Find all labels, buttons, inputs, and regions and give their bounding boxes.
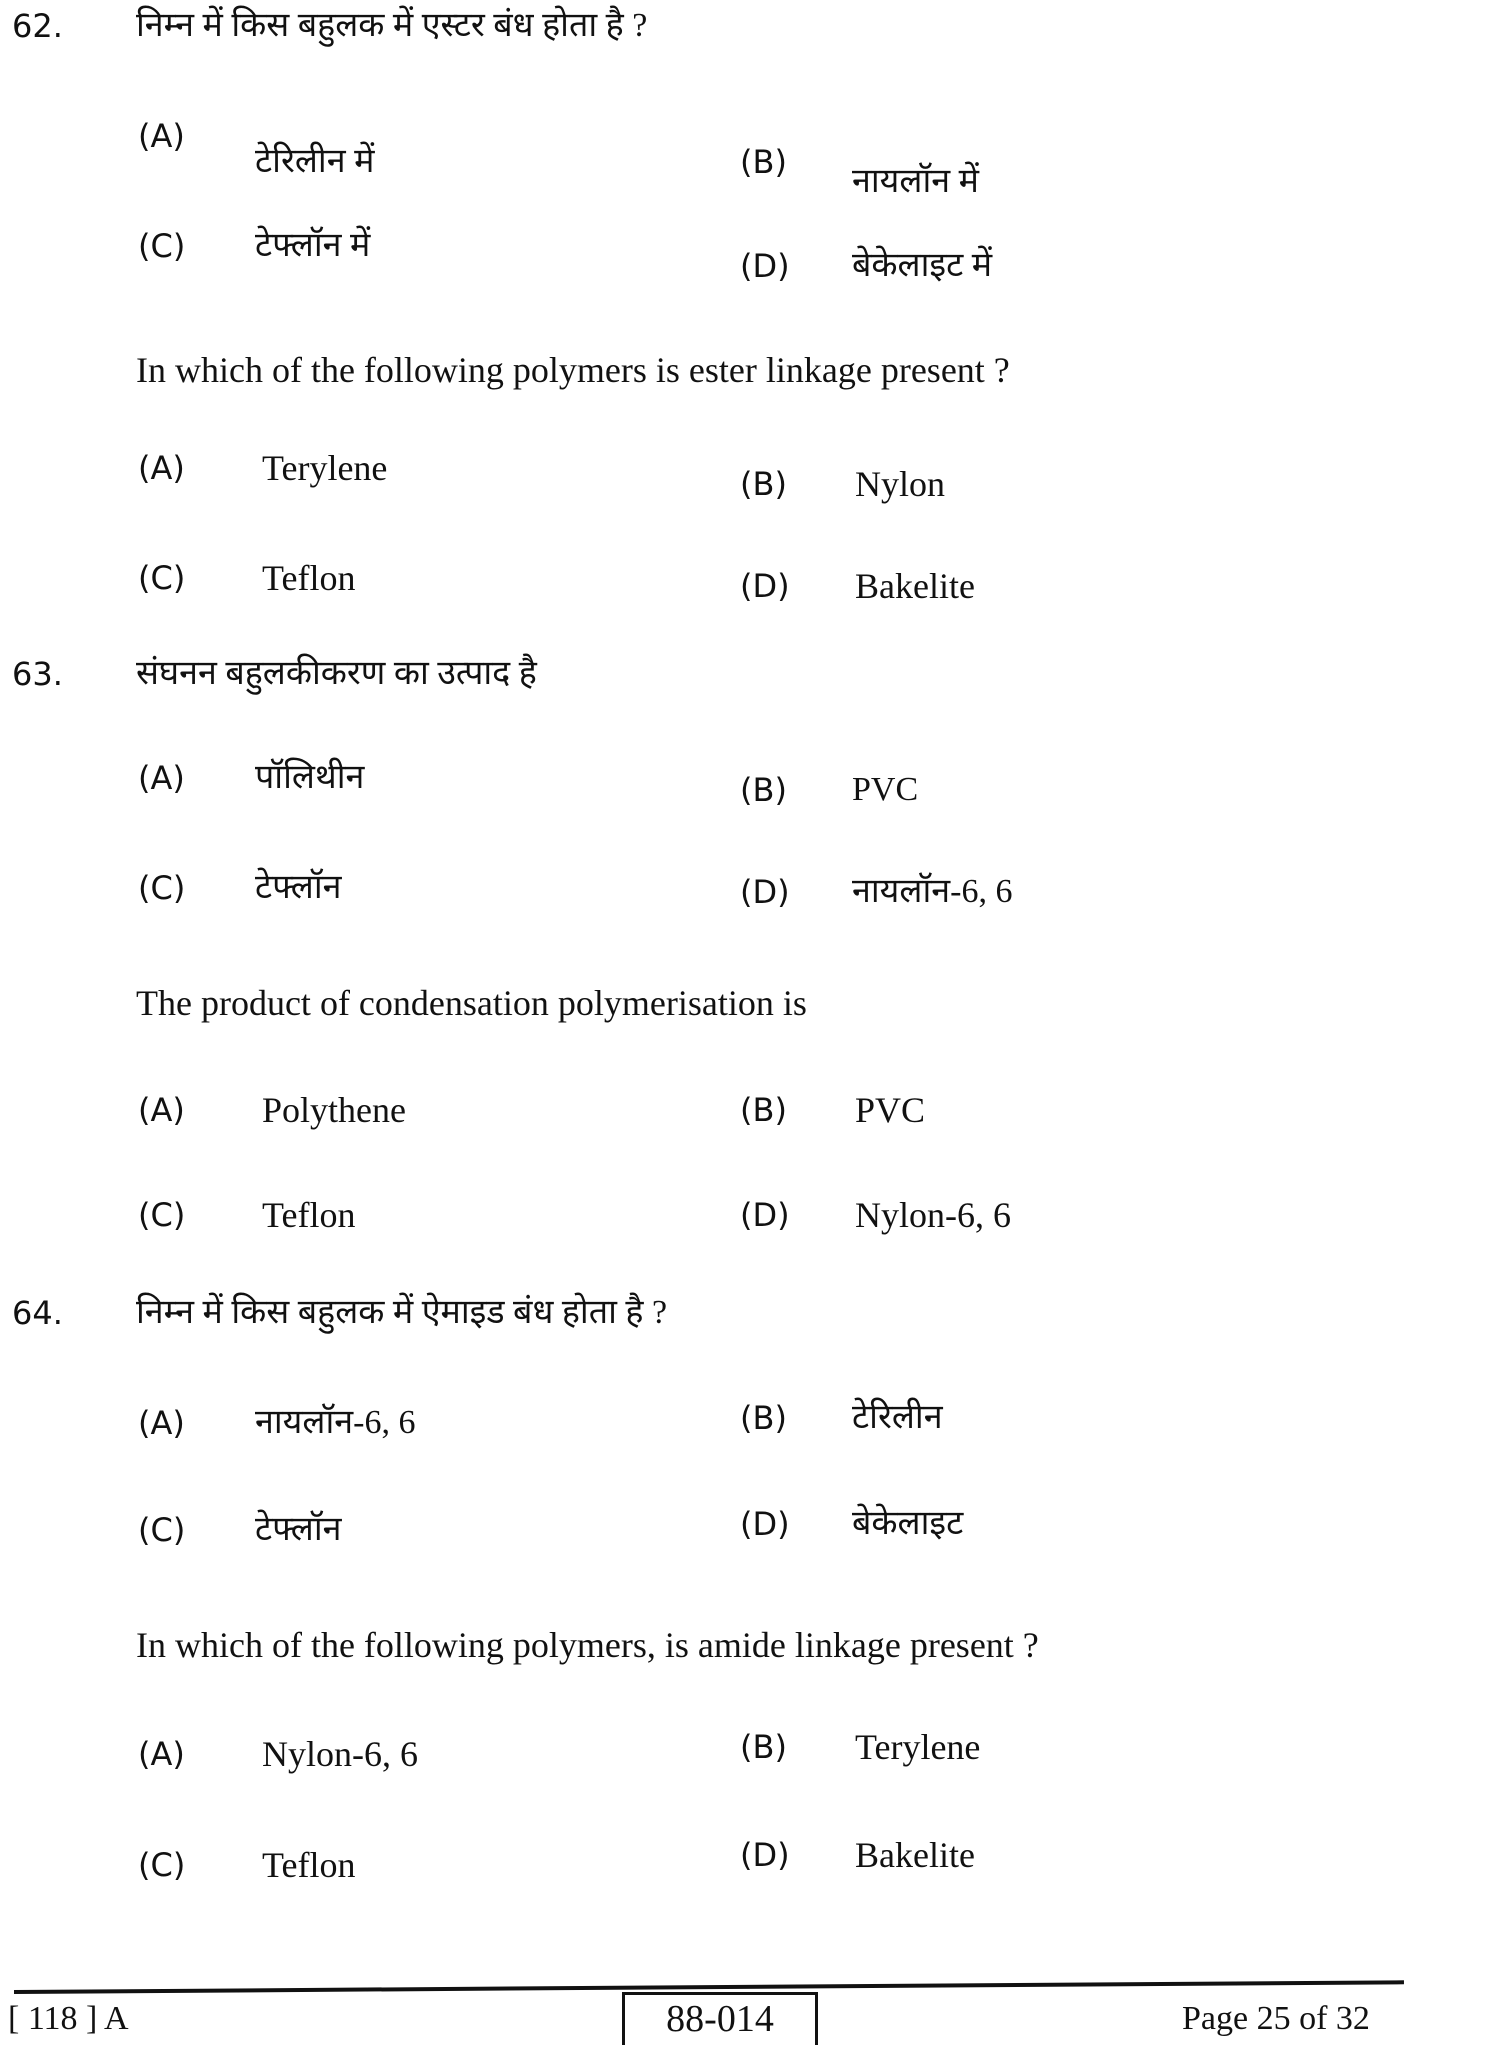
option-text-hindi: PVC [852, 771, 919, 808]
question-number: 64. [12, 1294, 63, 1332]
option-text-hindi: टेफ्लॉन [255, 869, 342, 906]
option-text-hindi: पॉलिथीन [255, 759, 365, 796]
option-text-english: Terylene [262, 448, 388, 488]
footer-page-number: Page 25 of 32 [1182, 2000, 1370, 2037]
option-text-english: Nylon-6, 6 [262, 1734, 418, 1774]
footer-paper-code: [ 118 ] A [8, 2000, 129, 2037]
option-label: (B) [740, 143, 787, 181]
option-text-hindi: बेकेलाइट में [852, 247, 993, 284]
option-label: (A) [138, 449, 185, 487]
option-text-english: Bakelite [855, 1835, 975, 1875]
question-text-hindi: निम्न में किस बहुलक में एस्टर बंध होता है ? [136, 7, 648, 44]
option-text-english: Terylene [855, 1727, 981, 1767]
question-text-hindi: निम्न में किस बहुलक में ऐमाइड बंध होता है ? [136, 1294, 668, 1331]
option-text-hindi: टेरिलीन में [255, 143, 375, 180]
option-label: (A) [138, 1091, 185, 1129]
option-label: (D) [740, 873, 790, 911]
question-number: 62. [12, 7, 63, 45]
option-label: (B) [740, 1728, 787, 1766]
question-text-hindi: संघनन बहुलकीकरण का उत्पाद है [136, 655, 537, 692]
option-text-hindi: नायलॉन-6, 6 [852, 873, 1013, 910]
option-label: (C) [138, 1846, 186, 1884]
option-text-hindi: टेफ्लॉन [255, 1511, 342, 1548]
option-label: (A) [138, 759, 185, 797]
option-label: (B) [740, 1399, 787, 1437]
option-text-english: Teflon [262, 558, 356, 598]
option-label: (D) [740, 247, 790, 285]
option-text-english: PVC [855, 1090, 926, 1130]
option-text-hindi: बेकेलाइट [852, 1505, 964, 1542]
option-text-english: Nylon-6, 6 [855, 1195, 1011, 1235]
option-text-english: Nylon [855, 464, 945, 504]
option-label: (D) [740, 1196, 790, 1234]
option-label: (A) [138, 1404, 185, 1442]
question-text-english: In which of the following polymers is ester linkage present ? [136, 350, 1010, 390]
question-text-english: In which of the following polymers, is amide linkage present ? [136, 1625, 1039, 1665]
footer-booklet-code: 88-014 [622, 1992, 818, 2045]
option-label: (C) [138, 869, 186, 907]
option-label: (A) [138, 117, 185, 155]
option-label: (C) [138, 1511, 186, 1549]
option-label: (D) [740, 1505, 790, 1543]
option-label: (B) [740, 771, 787, 809]
question-number: 63. [12, 655, 63, 693]
option-text-hindi: नायलॉन-6, 6 [255, 1404, 416, 1441]
option-text-english: Polythene [262, 1090, 406, 1130]
option-text-english: Teflon [262, 1845, 356, 1885]
option-label: (D) [740, 1836, 790, 1874]
option-label: (C) [138, 1196, 186, 1234]
option-text-hindi: टेरिलीन [852, 1399, 943, 1436]
option-label: (B) [740, 465, 787, 503]
option-text-hindi: टेफ्लॉन में [255, 227, 371, 264]
option-text-english: Teflon [262, 1195, 356, 1235]
option-label: (D) [740, 567, 790, 605]
option-label: (C) [138, 559, 186, 597]
option-label: (B) [740, 1091, 787, 1129]
option-text-english: Bakelite [855, 566, 975, 606]
question-text-english: The product of condensation polymerisation is [136, 983, 807, 1023]
option-text-hindi: नायलॉन में [852, 163, 979, 200]
option-label: (A) [138, 1735, 185, 1773]
option-label: (C) [138, 227, 186, 265]
